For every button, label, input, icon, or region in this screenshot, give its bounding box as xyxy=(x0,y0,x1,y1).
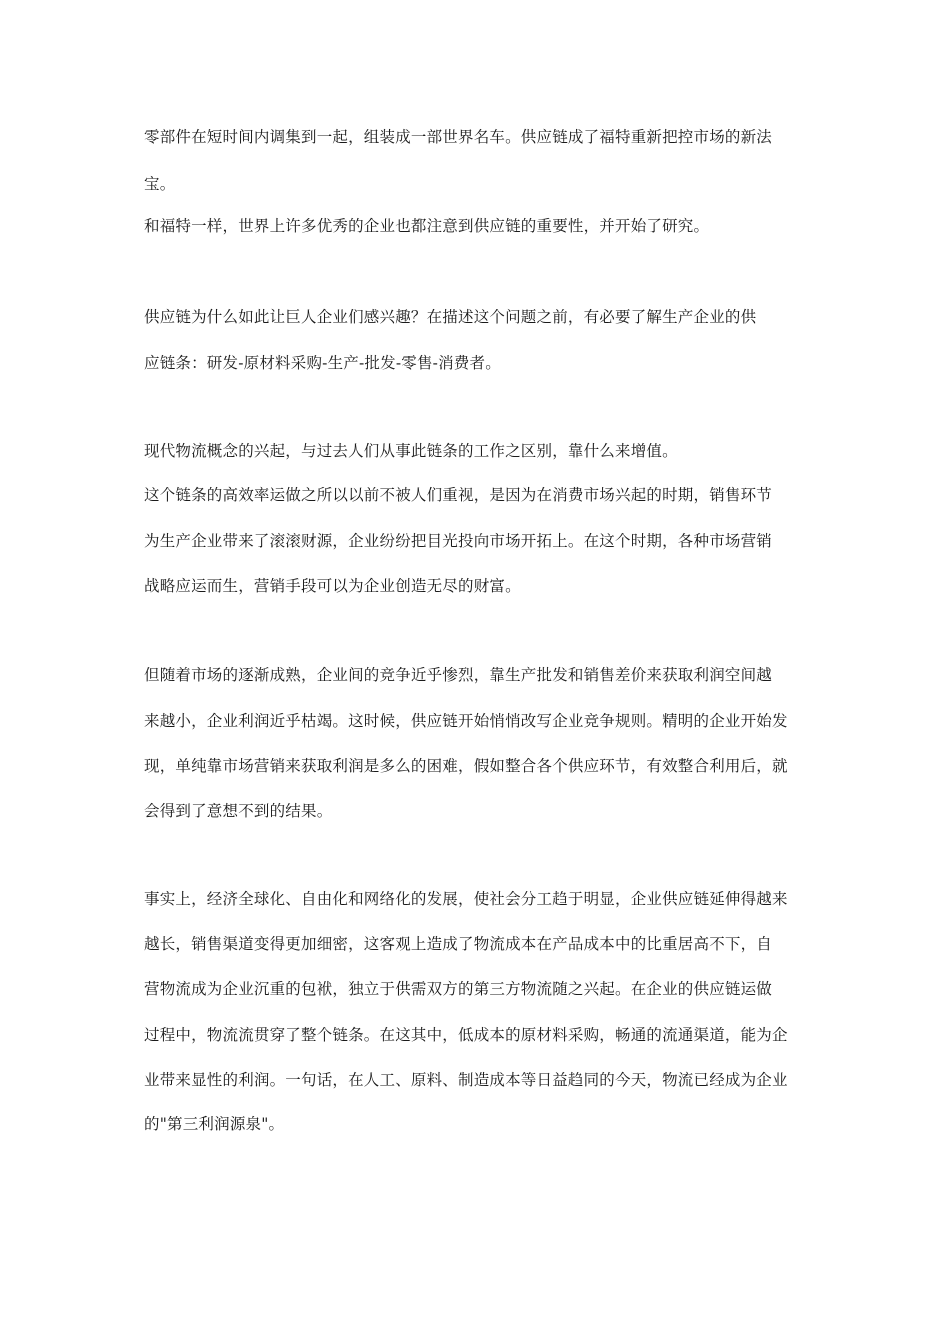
text-line: 为生产企业带来了滚滚财源，企业纷纷把目光投向市场开拓上。在这个时期，各种市场营销 xyxy=(144,532,773,550)
text-line: 供应链为什么如此让巨人企业们感兴趣？在描述这个问题之前，有必要了解生产企业的供 xyxy=(144,308,757,326)
text-line: 来越小，企业利润近乎枯竭。这时候，供应链开始悄悄改写企业竞争规则。精明的企业开始发 xyxy=(144,712,788,730)
text-line: 但随着市场的逐渐成熟，企业间的竞争近乎惨烈，靠生产批发和销售差价来获取利润空间越 xyxy=(144,666,773,684)
text-line: 现，单纯靠市场营销来获取利润是多么的困难，假如整合各个供应环节，有效整合利用后，就 xyxy=(144,757,788,775)
text-line: 和福特一样，世界上许多优秀的企业也都注意到供应链的重要性，并开始了研究。 xyxy=(144,217,710,235)
text-line: 这个链条的高效率运做之所以以前不被人们重视，是因为在消费市场兴起的时期，销售环节 xyxy=(144,486,773,504)
text-line: 应链条：研发-原材料采购-生产-批发-零售-消费者。 xyxy=(144,354,501,372)
text-line: 零部件在短时间内调集到一起，组装成一部世界名车。供应链成了福特重新把控市场的新法 xyxy=(144,128,773,146)
text-line: 的"第三利润源泉"。 xyxy=(144,1115,285,1133)
text-line: 事实上，经济全球化、自由化和网络化的发展，使社会分工趋于明显，企业供应链延伸得越来 xyxy=(144,890,788,908)
text-line: 会得到了意想不到的结果。 xyxy=(144,802,333,820)
text-line: 现代物流概念的兴起，与过去人们从事此链条的工作之区别，靠什么来增值。 xyxy=(144,442,678,460)
text-line: 战略应运而生，营销手段可以为企业创造无尽的财富。 xyxy=(144,577,521,595)
text-line: 越长，销售渠道变得更加细密，这客观上造成了物流成本在产品成本中的比重居高不下，自 xyxy=(144,935,773,953)
text-line: 营物流成为企业沉重的包袱，独立于供需双方的第三方物流随之兴起。在企业的供应链运做 xyxy=(144,980,773,998)
text-line: 过程中，物流流贯穿了整个链条。在这其中，低成本的原材料采购，畅通的流通渠道，能为企 xyxy=(144,1026,788,1044)
text-line: 宝。 xyxy=(144,175,176,193)
text-line: 业带来显性的利润。一句话，在人工、原料、制造成本等日益趋同的今天，物流已经成为企业 xyxy=(144,1071,788,1089)
